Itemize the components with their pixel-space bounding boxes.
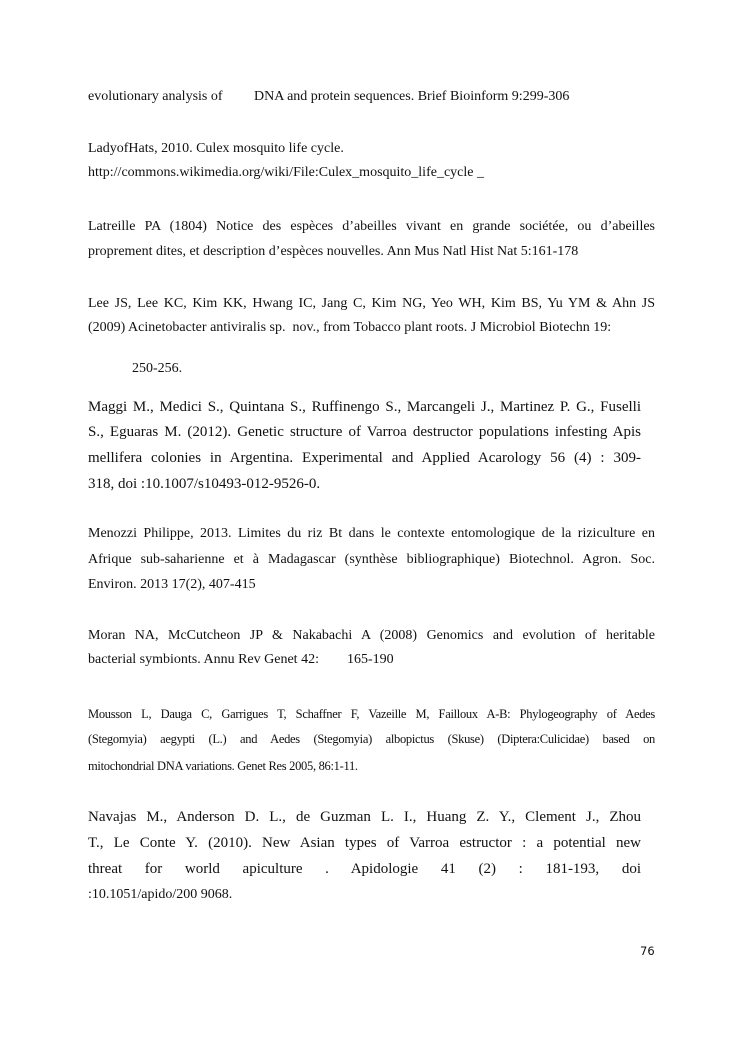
- reference-line: Latreille PA (1804) Notice des espèces d’abeilles vivant en grande sociétée, ou d’abeilles: [88, 219, 655, 234]
- reference-line: evolutionary analysis of DNA and protein sequences. Brief Bioinform 9:299-306: [88, 89, 570, 104]
- reference-line: Navajas M., Anderson D. L., de Guzman L. I., Huang Z. Y., Clement J., Zhou: [88, 809, 641, 825]
- reference-line: Menozzi Philippe, 2013. Limites du riz Bt dans le contexte entomologique de la riziculture en: [88, 526, 655, 541]
- reference-line: Maggi M., Medici S., Quintana S., Ruffinengo S., Marcangeli J., Martinez P. G., Fuselli: [88, 399, 641, 415]
- reference-line: Afrique sub-saharienne et à Madagascar (synthèse bibliographique) Biotechnol. Agron. Soc.: [88, 552, 655, 567]
- reference-line: proprement dites, et description d’espèces nouvelles. Ann Mus Natl Hist Nat 5:161-178: [88, 244, 579, 259]
- reference-line: T., Le Conte Y. (2010). New Asian types of Varroa estructor : a potential new: [88, 835, 641, 851]
- reference-line: Mousson L, Dauga C, Garrigues T, Schaffner F, Vazeille M, Failloux A-B: Phylogeography of Aedes: [88, 707, 655, 721]
- reference-link[interactable]: http://commons.wikimedia.org/wiki/File:Culex_mosquito_life_cycle _: [88, 165, 484, 180]
- reference-line: Lee JS, Lee KC, Kim KK, Hwang IC, Jang C, Kim NG, Yeo WH, Kim BS, Yu YM & Ahn JS: [88, 296, 655, 311]
- reference-line: bacterial symbionts. Annu Rev Genet 42: 165-190: [88, 652, 394, 667]
- reference-line: threat for world apiculture . Apidologie 41 (2) : 181-193, doi: [88, 861, 641, 877]
- page-number: 76: [640, 944, 655, 958]
- reference-line: 318, doi :10.1007/s10493-012-9526-0.: [88, 476, 321, 492]
- reference-line: Moran NA, McCutcheon JP & Nakabachi A (2008) Genomics and evolution of heritable: [88, 628, 655, 643]
- reference-line: Environ. 2013 17(2), 407-415: [88, 577, 256, 592]
- reference-line: (2009) Acinetobacter antiviralis sp. nov., from Tobacco plant roots. J Microbiol Biotechn 19:: [88, 320, 612, 335]
- reference-line: :10.1051/apido/200 9068.: [88, 887, 233, 902]
- reference-line: S., Eguaras M. (2012). Genetic structure of Varroa destructor populations infesting Apis: [88, 424, 641, 440]
- reference-line: mellifera colonies in Argentina. Experimental and Applied Acarology 56 (4) : 309-: [88, 450, 641, 466]
- reference-line: 250-256.: [132, 361, 183, 376]
- reference-line: (Stegomyia) aegypti (L.) and Aedes (Stegomyia) albopictus (Skuse) (Diptera:Culicidae) based on: [88, 732, 655, 746]
- reference-line: mitochondrial DNA variations. Genet Res 2005, 86:1-11.: [88, 759, 358, 773]
- reference-line: LadyofHats, 2010. Culex mosquito life cycle.: [88, 141, 344, 156]
